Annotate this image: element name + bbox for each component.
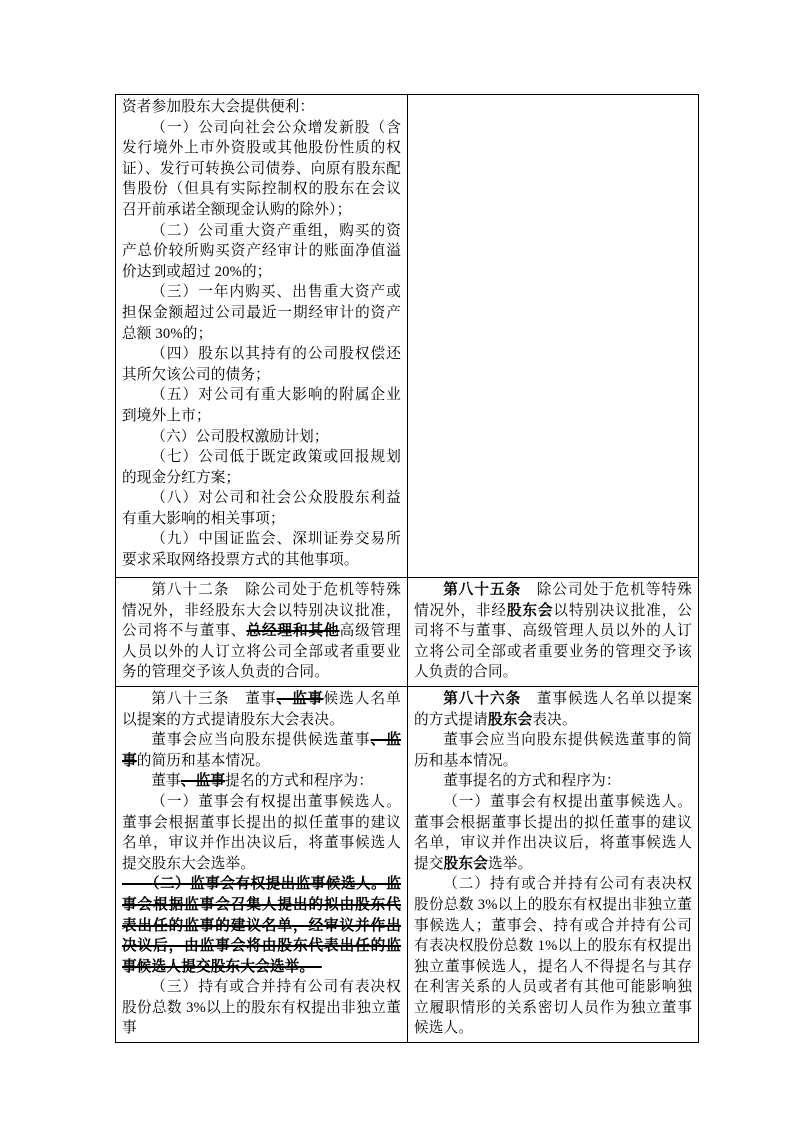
paragraph	[122, 689, 401, 730]
paragraph	[414, 792, 692, 874]
text-run: （四）股东以其持有的公司股权偿还其所欠该公司的债务；	[122, 346, 401, 383]
paragraph	[414, 580, 692, 683]
paragraph	[122, 221, 401, 283]
paragraph	[122, 792, 401, 874]
paragraph	[122, 282, 401, 344]
text-run: 、监事	[276, 690, 324, 707]
text-run: 候选人名单以提案的方式提请股东大会表决。	[122, 690, 401, 728]
text-run: 董事提名的方式和程序为：	[443, 773, 621, 790]
text-run: 提名的方式和程序为：	[225, 773, 374, 790]
text-run: 董事会应当向股东提供候选董事的简历和基本情况。	[414, 732, 692, 769]
text-run: 以特别决议批准，公司将不与董事、高级管理人员以外的人订立将公司全部或者重要业务的管理交予该人负责的合同。	[414, 602, 692, 681]
text-run: （三）持有或合并持有公司有表决权股份总数 3%以上的股东有权提出非独立董事	[122, 979, 401, 1037]
text-run: （二）监事会有权提出监事候选人。监事会根据监事会召集人提出的拟由股东代表出任的监事的建议名单，经审议并作出决议后，由监事会将由股东代表出任的监事候选人提交股东大会选举。	[122, 876, 401, 975]
text-run: （六）公司股权激励计划；	[151, 428, 329, 445]
paragraph	[122, 427, 401, 448]
new-version-cell	[408, 95, 699, 578]
text-run: （二）公司重大资产重组，购买的资产总价较所购买资产经审计的账面净值溢价达到或超过 20%的；	[122, 222, 401, 280]
text-run: （八）对公司和社会公众股股东利益有重大影响的相关事项；	[122, 490, 401, 527]
text-run: 、监事	[180, 773, 226, 790]
clause-comparison-table	[115, 94, 699, 1043]
paragraph	[414, 771, 692, 792]
text-run: 第八十三条 董事	[151, 690, 277, 707]
text-run: （三）一年内购买、出售重大资产或担保金额超过公司最近一期经审计的资产总额 30%的；	[122, 284, 401, 342]
new-version-cell	[408, 686, 699, 1042]
text-run: 董事会应当向股东提供候选董事	[151, 732, 371, 749]
text-run: （五）对公司有重大影响的附属企业到境外上市；	[122, 387, 401, 424]
text-run: 的简历和基本情况。	[136, 752, 270, 769]
paragraph	[122, 580, 401, 683]
text-run: 第八十二条 除公司处于危机等特殊情况外，非经股东大会以特别决议批准，公司将不与董事、	[122, 582, 401, 640]
text-run: （一）董事会有权提出董事候选人。董事会根据董事长提出的拟任董事的建议名单，审议并作出决议后，将董事候选人提交	[414, 793, 692, 872]
paragraph	[122, 874, 401, 977]
text-run	[122, 876, 152, 892]
old-version-cell	[116, 686, 408, 1042]
old-version-cell	[116, 95, 408, 578]
paragraph	[414, 874, 692, 1039]
text-run: 表决。	[532, 711, 577, 728]
text-run: （七）公司低于既定政策或回报规划的现金分红方案；	[122, 449, 401, 486]
text-run: 董事	[151, 773, 181, 790]
new-version-cell	[408, 578, 699, 687]
table-row	[116, 95, 699, 578]
text-run: 除公司处于危机等特殊情况外，非经	[414, 582, 692, 619]
paragraph	[122, 771, 401, 792]
paragraph	[122, 529, 401, 570]
paragraph	[122, 447, 401, 488]
paragraph	[122, 488, 401, 529]
text-run: 董事候选人名单以提案的方式提请	[414, 690, 692, 728]
table-row	[116, 686, 699, 1042]
text-run: （九）中国证监会、深圳证券交易所要求采取网络投票方式的其他事项。	[122, 531, 401, 569]
text-run: 总经理和其他	[246, 623, 340, 640]
paragraph	[122, 97, 401, 118]
text-run: 股东会	[506, 602, 554, 619]
text-run	[307, 959, 322, 975]
paragraph	[414, 730, 692, 771]
text-run: （一）董事会有权提出董事候选人。董事会根据董事长提出的拟任董事的建议名单，审议并作出决议后，将董事候选人提交股东大会选举。	[122, 793, 401, 872]
paragraph	[122, 344, 401, 385]
text-run: 第八十六条	[443, 690, 522, 707]
text-run: 资者参加股东大会提供便利：	[122, 99, 315, 115]
text-run: （二）持有或合并持有公司有表决权股份总数 3%以上的股东有权提出非独立董事候选人；董事会、持有或合并持有公司有表决权股份总数 1%以上的股东有权提出独立董事候选人，提名人不得提名与其存在利害关系的人员或者有其他可能影响独立履职情形的关系密切人员作为独立董事候选人。	[414, 876, 692, 1037]
paragraph	[122, 385, 401, 426]
paragraph	[414, 689, 692, 730]
text-run: （一）公司向社会公众增发新股（含发行境外上市外资股或其他股份性质的权证）、发行可转换公司债券、向原有股东配售股份（但具有实际控制权的股东在会议召开前承诺全额现金认购的除外）；	[122, 119, 401, 218]
clause-comparison-table-body	[116, 95, 699, 1043]
text-run: 选举。	[487, 855, 533, 872]
text-run: 股东会	[487, 711, 533, 728]
old-version-cell	[116, 578, 408, 687]
table-row	[116, 578, 699, 687]
text-run: 高级管理人员以外的人订立将公司全部或者重要业务的管理交予该人负责的合同。	[122, 623, 401, 681]
paragraph	[122, 118, 401, 221]
text-run: 第八十五条	[443, 582, 522, 598]
text-run: 股东会	[443, 855, 488, 872]
paragraph	[122, 977, 401, 1039]
paragraph	[122, 730, 401, 771]
text-run: 、监事	[122, 732, 401, 769]
